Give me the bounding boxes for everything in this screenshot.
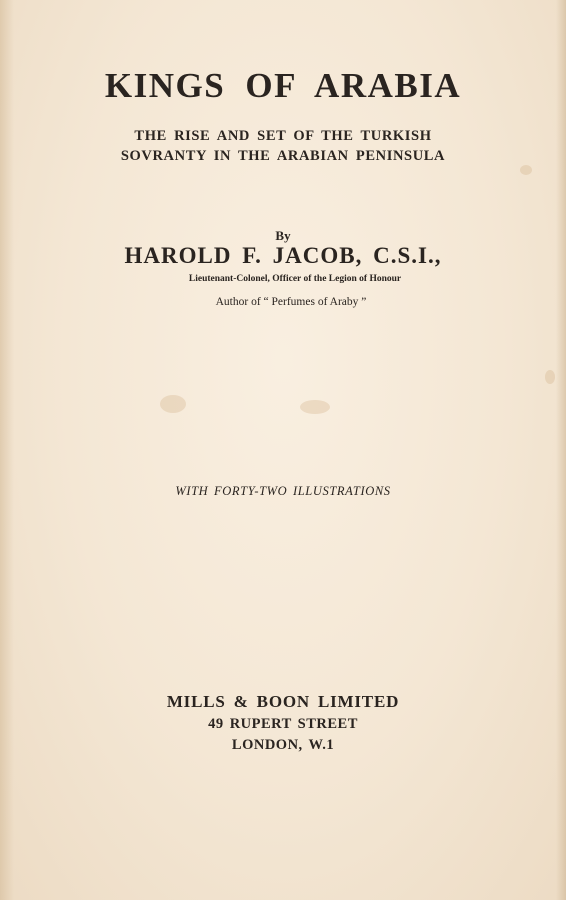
author-other-work: Author of “ Perfumes of Araby ” xyxy=(215,296,367,308)
foxing-spot xyxy=(160,395,186,413)
foxing-spot xyxy=(520,165,532,175)
foxing-spot xyxy=(545,370,555,384)
subtitle-line-2: SOVRANTY IN THE ARABIAN PENINSULA xyxy=(120,148,446,164)
publisher-address-line-2: LONDON, W.1 xyxy=(231,737,335,753)
publisher-address-line-1: 49 RUPERT STREET xyxy=(208,716,358,732)
book-title: KINGS OF ARABIA xyxy=(104,66,462,105)
subtitle-line-1: THE RISE AND SET OF THE TURKISH xyxy=(134,128,432,144)
illustrations-note: WITH FORTY-TWO ILLUSTRATIONS xyxy=(175,484,391,498)
publisher-name: MILLS & BOON LIMITED xyxy=(166,692,400,711)
author-name: HAROLD F. JACOB, C.S.I., xyxy=(124,243,442,268)
foxing-spot xyxy=(300,400,330,414)
author-rank: Lieutenant-Colonel, Officer of the Legion of Honour xyxy=(188,274,402,284)
by-label: By xyxy=(275,228,291,243)
